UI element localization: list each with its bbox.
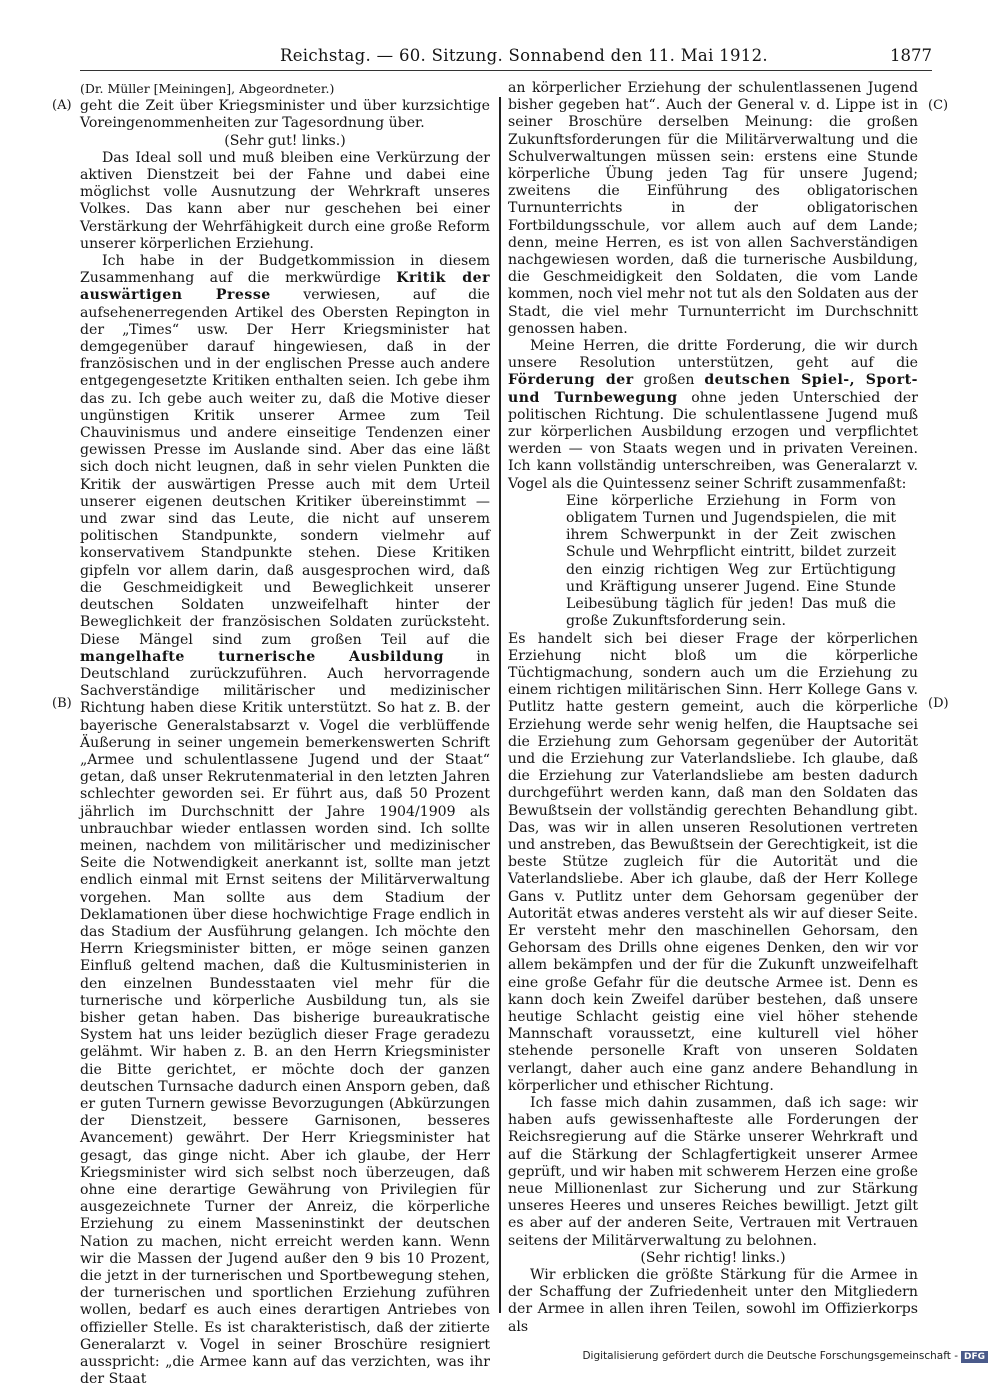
text-run: großen: [633, 372, 705, 389]
footer-text: Digitalisierung gefördert durch die Deutsche Forschungsgemeinschaft -: [582, 1350, 958, 1362]
running-title: Reichstag. — 60. Sitzung. Sonnabend den 11. Mai 1912.: [280, 46, 768, 65]
dfg-logo: DFG: [961, 1351, 988, 1363]
paragraph: [80, 253, 490, 1388]
speaker-line: (Dr. Müller [Meiningen], Abgeordneter.): [80, 81, 335, 96]
page-number: 1877: [890, 46, 932, 65]
margin-marker-c: (C): [928, 98, 949, 113]
interjection: (Sehr richtig! links.): [640, 1249, 786, 1266]
margin-marker-d: (D): [928, 696, 949, 711]
paragraph: geht die Zeit über Kriegsminister und über kurzsichtige Voreingenommenheiten zur Tagesordnung über.: [80, 98, 490, 132]
emphasis: Kritik der auswärtigen Presse: [80, 270, 491, 304]
text-run: ohne jeden Unterschied der politischen Richtung. Die schulentlassene Jugend muß zur körperlichen Ausbildung erzogen und verpflichtet werden — von Staats wegen und in privaten Vereinen. Ich kann vollständig unterschreiben, was Generalarzt v. Vogel als die Quintessenz seiner Schrift zusammenfaßt:: [508, 389, 918, 492]
margin-marker-b: (B): [52, 696, 72, 711]
paragraph: Ich fasse mich dahin zusammen, daß ich sage: wir haben aufs gewissenhafteste alle Forderungen der Reichsregierung auf die Stärke unserer Wehrkraft und auf die Stärkung der Schlagfertigkeit unserer Armee geprüft, und wir haben mit schwerem Herzen eine große neue Millionenlast zur Sicherung und zur Stärkung unseres Heeres und unseres Reiches bewilligt. Jetzt gilt es aber auf der anderen Seite, Vertrauen mit Vertrauen seitens der Militärverwaltung zu belohnen.: [508, 1094, 918, 1249]
interjection: (Sehr gut! links.): [224, 132, 346, 149]
right-column: [508, 80, 918, 1336]
emphasis: Förderung der: [508, 372, 634, 389]
block-quote: Eine körperliche Erziehung in Form von obligatem Turnen und Jugendspielen, die mit ihrem Schwerpunkt in der Zeit zwischen Schule und Wehrpflicht eintritt, bildet zurzeit den einzig richtigen Weg zur Ertüchtigung und Kräftigung unserer Jugend. Eine Stunde Leibesübung täglich für jeden! Das muß die große Zukunftsforderung sein.: [566, 492, 896, 630]
paragraph: [508, 338, 918, 493]
column-divider: [499, 97, 501, 1313]
paragraph: an körperlicher Erziehung der schulentlassenen Jugend bisher gegeben hat“. Auch der General v. d. Lippe ist in seiner Broschüre derselben Meinung: die großen Zukunftsforderungen für die Militärverwaltung und die Schulverwaltungen müssen sein: erstens eine Stunde körperliche Übung jeden Tag für unsere Jugend; zweitens die Einführung des obligatorischen Turnunterrichts in der obligatorischen Fortbildungsschule, vor allem auch auf dem Lande; denn, meine Herren, es ist von allen Sachverständigen nachgewiesen worden, daß die turnerische Ausbildung, die Geschmeidigkeit den Soldaten, die vom Lande kommen, noch viel mehr not tut als den Soldaten aus der Stadt, die viel mehr Turnunterricht im Durchschnitt genossen haben.: [508, 80, 918, 337]
text-run: verwiesen, auf die aufsehenerregenden Artikel des Obersten Repington in der „Times“ usw. Der Herr Kriegsminister hat demgegenüber darauf hingewiesen, daß in der französischen und in der englischen Presse auch andere entgegengesetzte Kritiken enthalten seien. Ich gebe ihm das zu. Ich gebe auch weiter zu, daß die Motive dieser ungünstigen Kritik unserer Armee zum Teil Chauvinismus und andere einseitige Tendenzen einer gewissen Presse im Auslande sind. Aber das eine läßt sich doch nicht leugnen, daß in sehr vielen Punkten die Kritik der auswärtigen Presse auch mit dem Urteil unserer eigenen deutschen Kritiker übereinstimmt — und zwar sind das Leute, die nicht auf unserem politischen Standpunkte, sondern vielmehr auf konservativem Standpunkte stehen. Diese Kritiken gipfeln vor allem darin, daß ausgesprochen wird, daß die Geschmeidigkeit und Beweglichkeit unserer deutschen Soldaten unzweifelhaft hinter der Beweglichkeit der französischen Soldaten zurücksteht. Diese Mängel sind zum großen Teil auf die: [80, 287, 490, 648]
page-header: [80, 44, 932, 71]
paragraph: Es handelt sich bei dieser Frage der körperlichen Erziehung nicht bloß um die körperliche Tüchtigmachung, sondern auch um die Erziehung zu einem richtigen militärischen Sinn. Herr Kollege Gans v. Putlitz hatte gestern gemeint, auch die körperliche Erziehung werde sehr wenig helfen, die Hauptsache sei die Erziehung zum Gehorsam gegenüber der Autorität und die Erziehung zur Vaterlandsliebe. Ich glaube, daß die Erziehung zur Vaterlandsliebe am besten dadurch durchgeführt werden kann, daß man den Soldaten das Bewußtsein der vollständig gerechten Behandlung gibt. Das, was wir in allen unseren Resolutionen vertreten und anstreben, das Bewußtsein der Gerechtigkeit, ist die beste Stütze zugleich für die Autorität und die Vaterlandsliebe. Aber ich glaube, daß der Herr Kollege Gans v. Putlitz unter dem Gehorsam gegenüber der Autorität etwas anderes versteht als wir auf dieser Seite. Er versteht mehr den maschinellen Gehorsam, den Gehorsam des Drills ohne eigenes Denken, den wir vor allem bekämpfen und der für die Zukunft unzweifelhaft eine große Gefahr für die deutsche Armee ist. Denn es kann doch kein Zweifel darüber bestehen, daß unsere heutige Schlacht geistig eine viel höher stehende Mannschaft voraussetzt, eine kulturell viel höher stehende personelle Kraft von unseren Soldaten verlangt, daher auch eine ganz andere Behandlung in körperlicher und ethischer Richtung.: [508, 630, 918, 1094]
left-column: [80, 80, 490, 1388]
paragraph: Das Ideal soll und muß bleiben eine Verkürzung der aktiven Dienstzeit bei der Fahne und dabei eine möglichst volle Ausnutzung der Wehrkraft unseres Volkes. Das kann aber nur geschehen bei einer Verstärkung der Wehrfähigkeit durch eine große Reform unserer körperlichen Erziehung.: [80, 149, 490, 252]
margin-marker-a: (A): [52, 98, 72, 113]
text-run: in Deutschland zurückzuführen. Auch hervorragende Sachverständige militärischer und medizinischer Richtung haben diese Kritik unterstützt. So hat z. B. der bayerische Generalstabsarzt v. Vogel die verblüffende Äußerung in seiner ungemein bemerkenswerten Schrift „Armee und schulentlassene Jugend und der Staat“ getan, daß unser Rekrutenmaterial in den letzten Jahren schlechter geworden sei. Er führt aus, daß 50 Prozent jährlich im Durchschnitt der Jahre 1904/1909 als unbrauchbar wieder entlassen worden sind. Ich sollte meinen, nachdem von militärischer und medizinischer Seite die Notwendigkeit anerkannt ist, sollte man jetzt endlich einmal mit Ernst seitens der Militärverwaltung vorgehen. Man sollte aus dem Stadium der Deklamationen über diese hochwichtige Frage endlich in das Stadium der Ausführung gelangen. Ich möchte den Herrn Kriegsminister bitten, er möge seinen ganzen Einfluß geltend machen, daß die Kultusministerien in den einzelnen Bundesstaaten viel mehr für die turnerische und körperliche Ausbildung tun, als sie bisher getan haben. Das bisherige bureaukratische System hat uns leider bezüglich dieser Frage geradezu gelähmt. Wir haben z. B. an den Herrn Kriegsminister die Bitte gerichtet, er möchte doch der ganzen deutschen Turnsache dadurch einen Ansporn geben, daß er guten Turnern gewisse Bevorzugungen (Abkürzungen der Dienstzeit, bessere Garnisonen, besseres Avancement) gewährt. Der Herr Kriegsminister hat gesagt, das ginge nicht. Aber ich glaube, der Herr Kriegsminister wird sich selbst noch überzeugen, daß ohne eine derartige Gewährung von Privilegien für ausgezeichnete Turner der Anreiz, die körperliche Erziehung zu einem Masseninstinkt der deutschen Nation zu machen, nicht erreicht werden kann. Wenn wir die Massen der Jugend außer den 9 bis 10 Prozent, die jetzt in der turnerischen und Sportbewegung stehen, der turnerischen und sportlichen Erziehung zuführen wollen, bedarf es auch eines derartigen Antriebes von offizieller Stelle. Es ist charakteristisch, daß der zitierte Generalarzt v. Vogel in seiner Broschüre resigniert ausspricht: „die Armee kann auf das verzichten, was ihr der Staat: [80, 648, 490, 1388]
emphasis: deutschen Spiel-, Sport- und Turnbewegung: [508, 372, 918, 406]
emphasis: mangelhafte turnerische Ausbildung: [80, 648, 444, 665]
paragraph: Wir erblicken die größte Stärkung für die Armee in der Schaffung der Zufriedenheit unter den Mitgliedern der Armee in allen ihren Teilen, sowohl im Offizierkorps als: [508, 1267, 918, 1335]
text-run: Meine Herren, die dritte Forderung, die wir durch unsere Resolution unterstützen, geht auf die: [508, 338, 918, 372]
text-run: Ich habe in der Budgetkommission in diesem Zusammenhang auf die merkwürdige: [80, 253, 490, 287]
footer-credit: [582, 1350, 988, 1363]
